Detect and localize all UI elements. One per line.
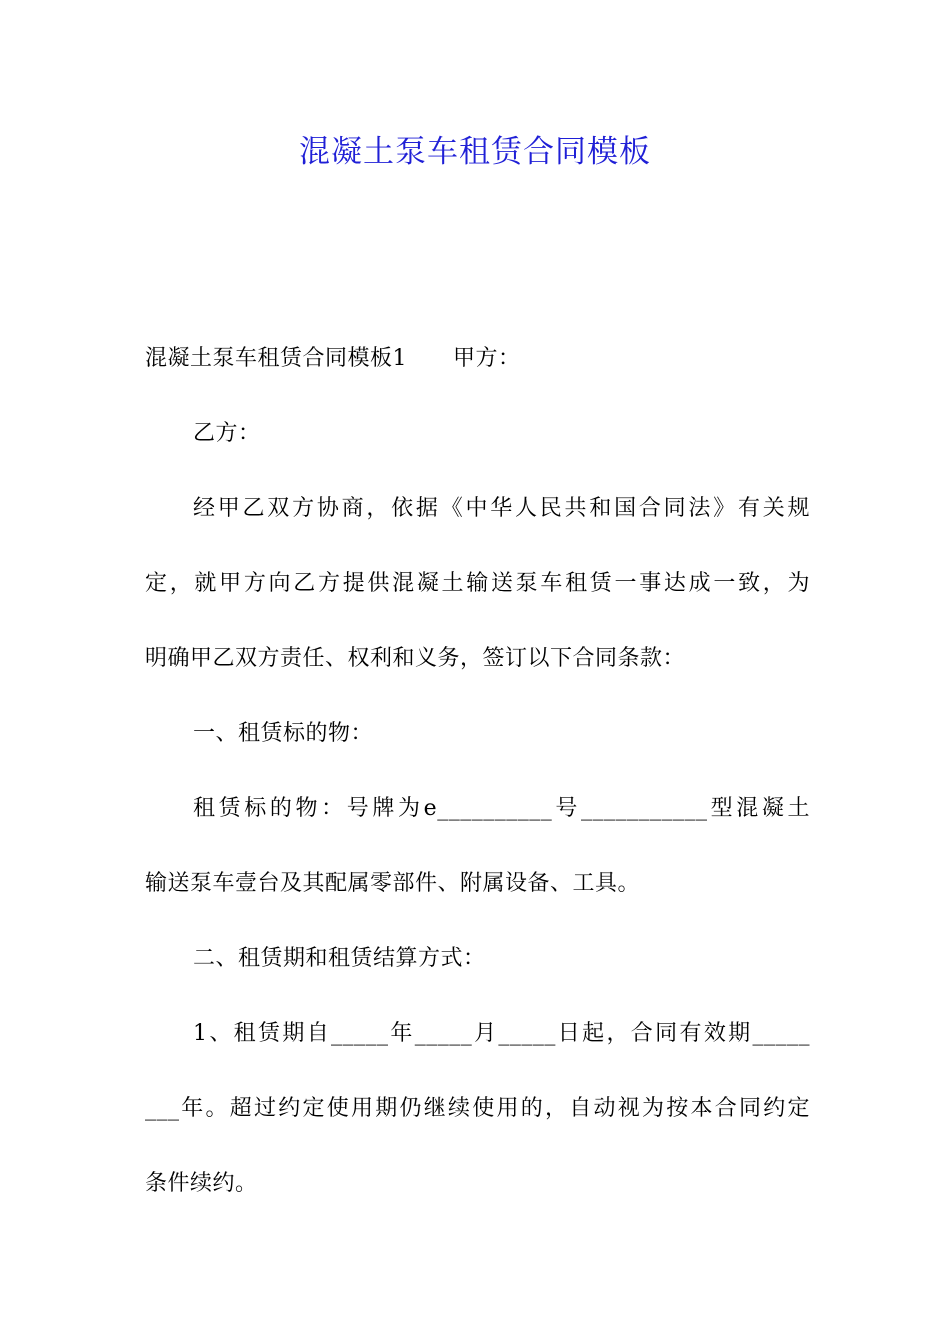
section-heading: 二、租赁期和租赁结算方式： — [193, 946, 486, 971]
paragraph-line: ___年。超过约定使用期仍继续使用的，自动视为按本合同约定 — [145, 1096, 810, 1121]
paragraph-line: 经甲乙双方协商，依据《中华人民共和国合同法》有关规 — [193, 496, 810, 521]
section-heading: 一、租赁标的物： — [193, 721, 374, 746]
paragraph-line: 条件续约。 — [145, 1171, 258, 1196]
intro-line — [145, 339, 810, 379]
paragraph-line: 明确甲乙双方责任、权利和义务，签订以下合同条款： — [145, 646, 686, 671]
party-b-label: 乙方： — [193, 421, 261, 446]
paragraph-line: 定，就甲方向乙方提供混凝土输送泵车租赁一事达成一致，为 — [145, 571, 810, 596]
paragraph-line: 租赁标的物：号牌为e__________号___________型混凝土 — [193, 796, 810, 821]
party-a-label: 甲方： — [453, 346, 521, 371]
paragraph-line: 1、租赁期自_____年_____月_____日起，合同有效期_____ — [193, 1021, 810, 1046]
paragraph-line: 输送泵车壹台及其配属零部件、附属设备、工具。 — [145, 871, 641, 896]
document-title: 混凝土泵车租赁合同模板 — [299, 134, 651, 170]
contract-subtitle: 混凝土泵车租赁合同模板1 — [145, 346, 407, 371]
